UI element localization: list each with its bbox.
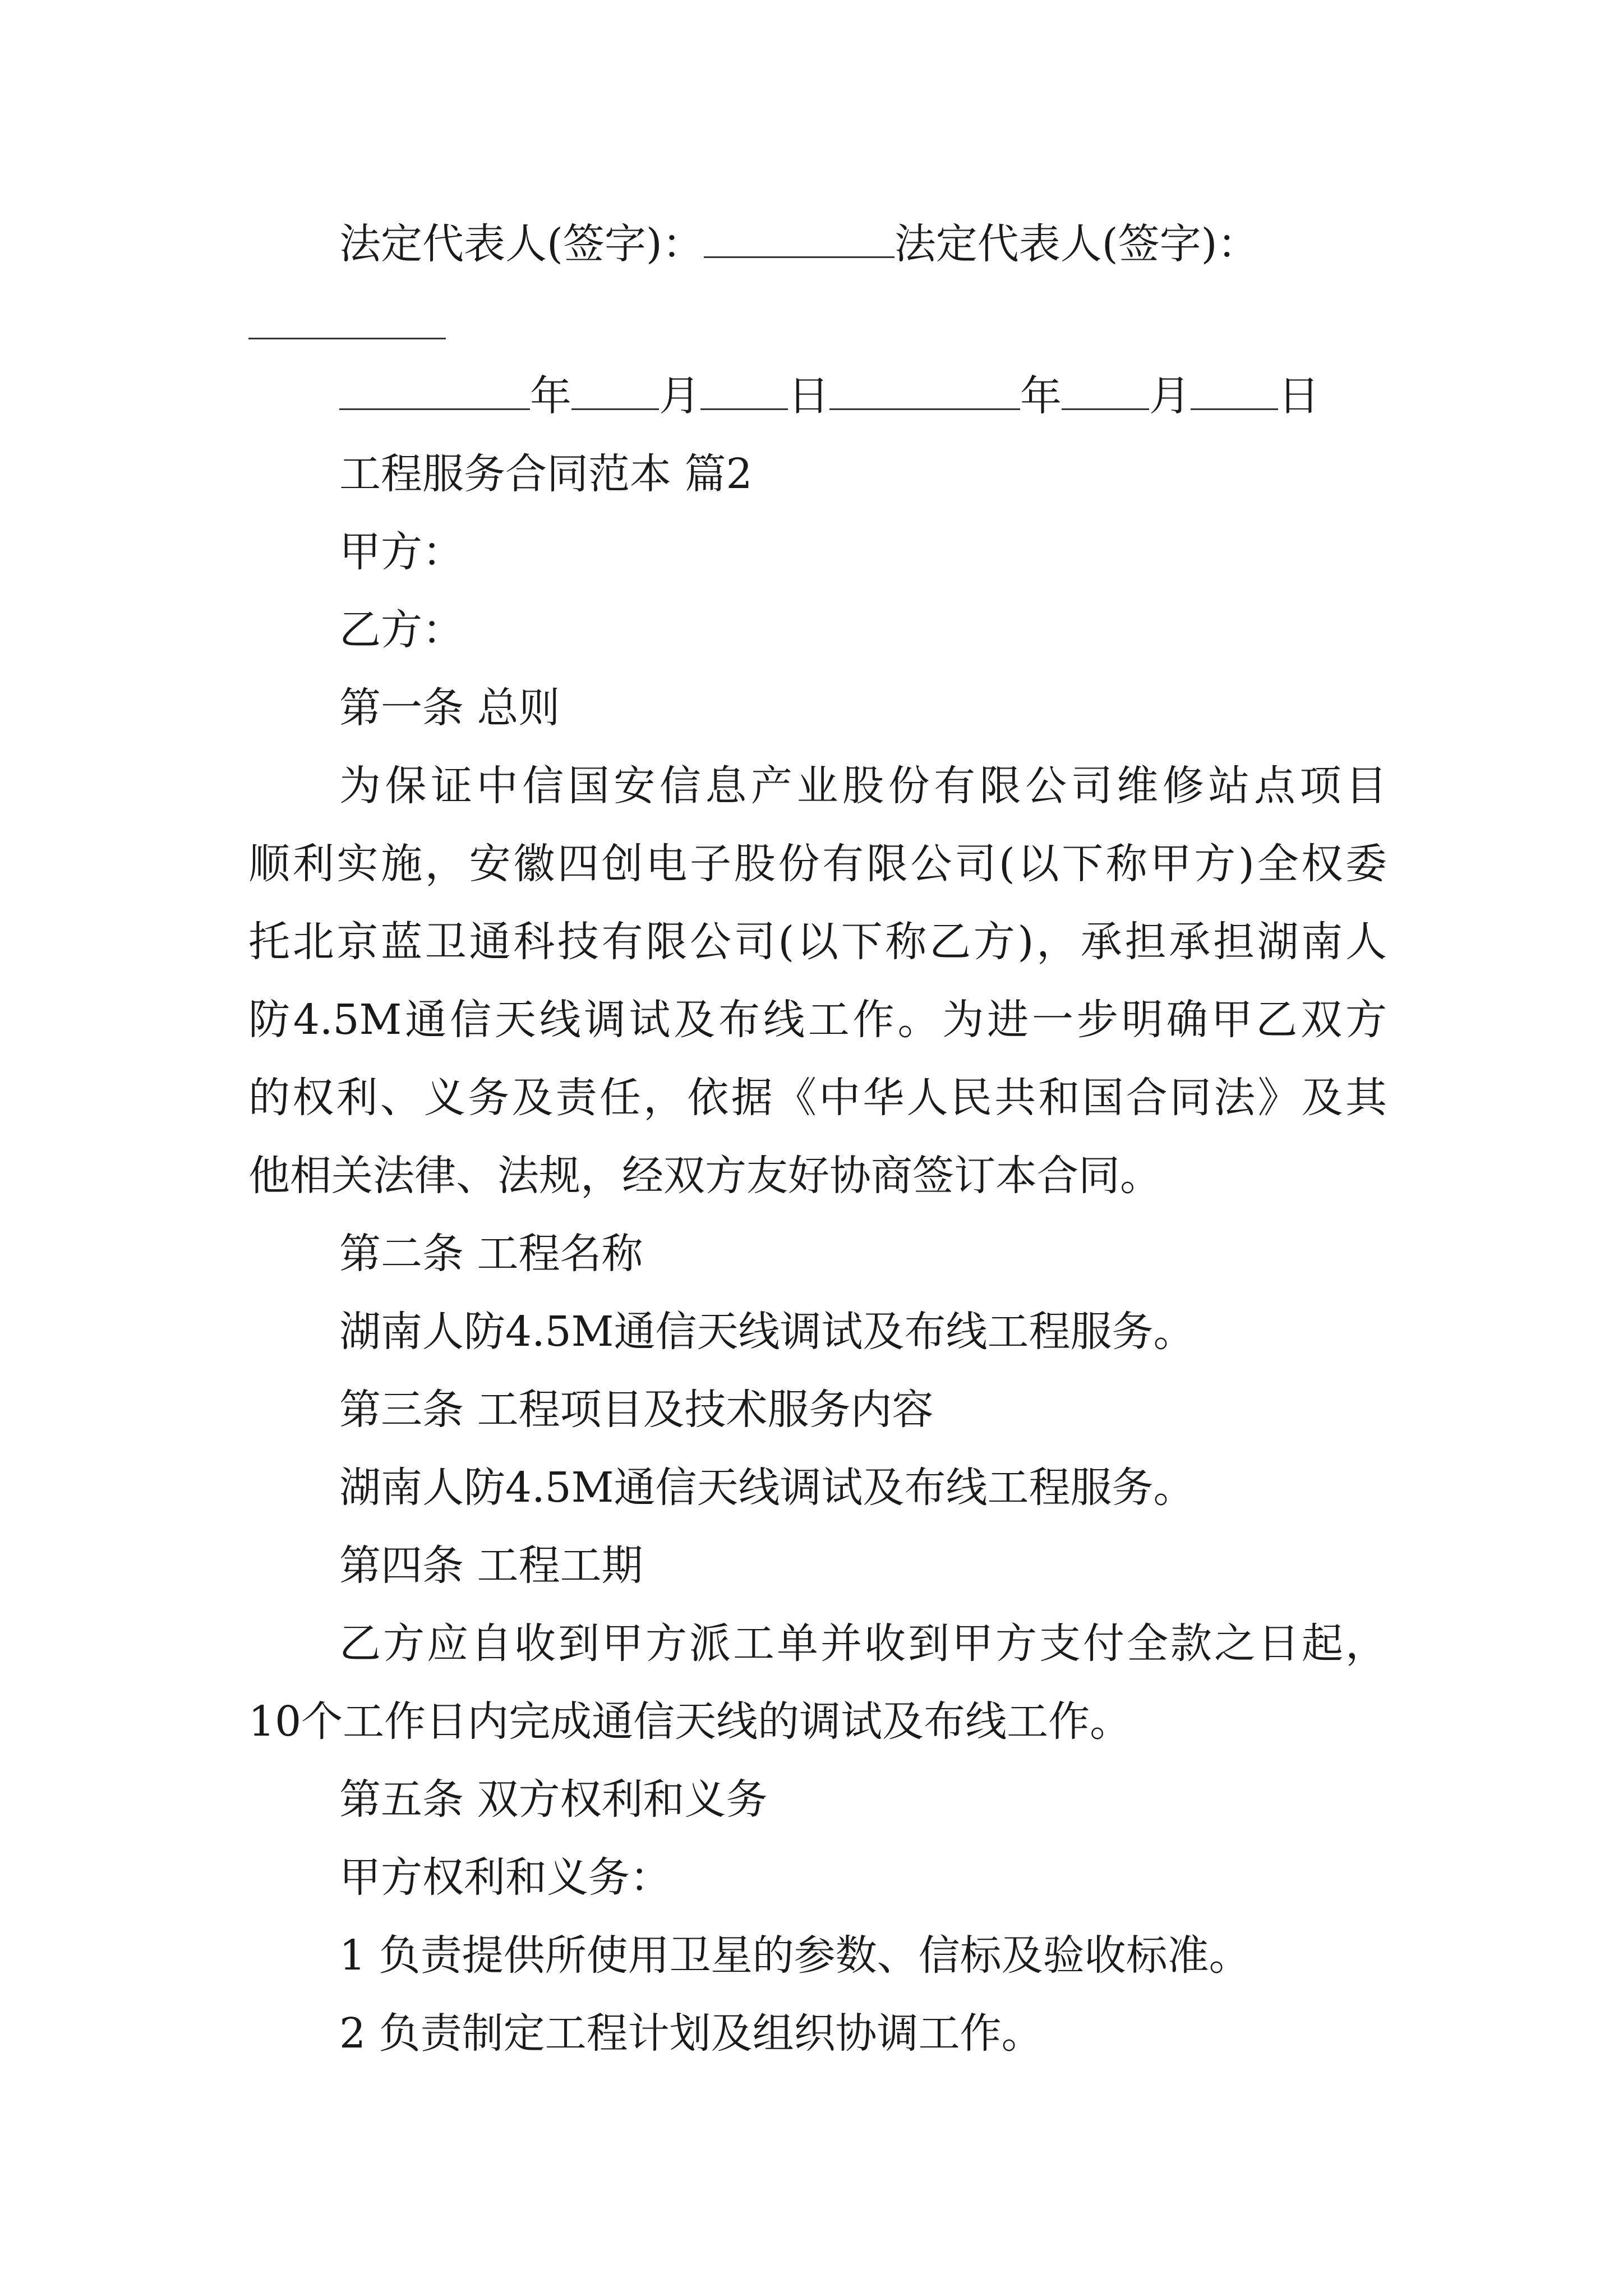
article4-line-2: 10个工作日内完成通信天线的调试及布线工作。 — [248, 1697, 1132, 1746]
article1-line-1: 为保证中信国安信息产业股份有限公司维修站点项目 — [339, 762, 1387, 810]
article3-heading: 第三条 工程项目及技术服务内容 — [339, 1386, 934, 1434]
date-day-label-a: 日 — [788, 372, 829, 420]
date-year-label-b: 年 — [1020, 372, 1062, 420]
date-month-label-a: 月 — [659, 372, 700, 420]
article1-line-2: 顺利实施，安徽四创电子股份有限公司(以下称甲方)全权委 — [248, 840, 1387, 888]
date-blank-day-a[interactable] — [700, 372, 788, 410]
date-year-label-a: 年 — [530, 372, 571, 420]
signature-blank-a[interactable] — [704, 220, 895, 258]
article1-line-3: 托北京蓝卫通科技有限公司(以下称乙方)，承担承担湖南人 — [248, 918, 1387, 966]
date-blank-year-a[interactable] — [339, 372, 530, 410]
article3-body: 湖南人防4.5M通信天线调试及布线工程服务。 — [339, 1464, 1195, 1512]
article5-sub-heading: 甲方权利和义务： — [339, 1853, 671, 1902]
article5-heading: 第五条 双方权利和义务 — [339, 1775, 768, 1824]
party-b-label: 乙方： — [339, 606, 464, 654]
party-a-label: 甲方： — [339, 528, 464, 576]
signature-blank-b[interactable] — [248, 338, 446, 339]
article4-heading: 第四条 工程工期 — [339, 1542, 643, 1590]
article5-item-2: 2 负责制定工程计划及组织协调工作。 — [339, 2009, 1043, 2058]
date-blank-day-b[interactable] — [1191, 372, 1278, 410]
article2-heading: 第二条 工程名称 — [339, 1230, 643, 1278]
legal-rep-signature-label-b: 法定代表人(签字)： — [894, 220, 1259, 268]
legal-rep-signature-label-a: 法定代表人(签字)： — [339, 220, 704, 268]
article1-heading: 第一条 总则 — [339, 684, 560, 732]
date-blank-year-b[interactable] — [829, 372, 1020, 410]
date-blank-month-b[interactable] — [1062, 372, 1149, 410]
date-row — [339, 368, 1387, 424]
date-day-label-b: 日 — [1278, 372, 1320, 420]
article4-line-1: 乙方应自收到甲方派工单并收到甲方支付全款之日起， — [339, 1619, 1387, 1668]
section-title: 工程服务合同范本 篇2 — [339, 450, 753, 498]
date-month-label-b: 月 — [1149, 372, 1191, 420]
article5-item-1: 1 负责提供所使用卫星的参数、信标及验收标准。 — [339, 1931, 1251, 1980]
article1-line-6: 他相关法律、法规，经双方友好协商签订本合同。 — [248, 1152, 1161, 1200]
date-blank-month-a[interactable] — [571, 372, 659, 410]
article1-line-4: 防4.5M通信天线调试及布线工作。为进一步明确甲乙双方 — [248, 996, 1387, 1044]
signature-row — [339, 216, 1387, 272]
article1-line-5: 的权利、义务及责任，依据《中华人民共和国合同法》及其 — [248, 1074, 1387, 1122]
article2-body: 湖南人防4.5M通信天线调试及布线工程服务。 — [339, 1308, 1195, 1356]
